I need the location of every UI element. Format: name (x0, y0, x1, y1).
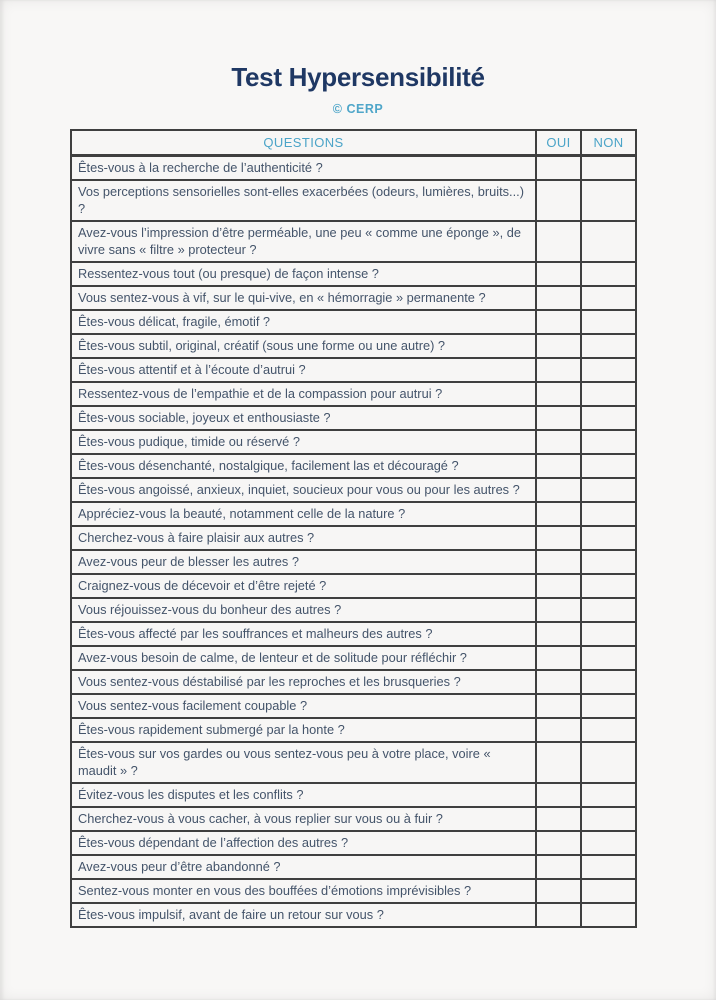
oui-answer-cell[interactable] (536, 742, 581, 783)
question-row (71, 286, 636, 310)
non-answer-cell[interactable] (581, 783, 636, 807)
oui-answer-cell[interactable] (536, 646, 581, 670)
non-answer-cell[interactable] (581, 180, 636, 221)
non-answer-cell[interactable] (581, 855, 636, 879)
question-row (71, 574, 636, 598)
oui-answer-cell[interactable] (536, 180, 581, 221)
question-row (71, 598, 636, 622)
question-row (71, 430, 636, 454)
non-answer-cell[interactable] (581, 807, 636, 831)
question-row (71, 526, 636, 550)
oui-answer-cell[interactable] (536, 694, 581, 718)
non-column-header: NON (581, 130, 636, 156)
question-row (71, 502, 636, 526)
question-row (71, 831, 636, 855)
question-cell: Vos perceptions sensorielles sont-elles exacerbées (odeurs, lumières, bruits...) ? (71, 180, 536, 221)
question-row (71, 718, 636, 742)
non-answer-cell[interactable] (581, 382, 636, 406)
oui-column-header: OUI (536, 130, 581, 156)
non-answer-cell[interactable] (581, 694, 636, 718)
question-cell: Avez-vous peur de blesser les autres ? (71, 550, 536, 574)
question-cell: Êtes-vous impulsif, avant de faire un retour sur vous ? (71, 903, 536, 927)
oui-answer-cell[interactable] (536, 807, 581, 831)
oui-answer-cell[interactable] (536, 903, 581, 927)
question-row (71, 879, 636, 903)
non-answer-cell[interactable] (581, 879, 636, 903)
oui-answer-cell[interactable] (536, 310, 581, 334)
non-answer-cell[interactable] (581, 478, 636, 502)
oui-answer-cell[interactable] (536, 382, 581, 406)
oui-answer-cell[interactable] (536, 574, 581, 598)
non-answer-cell[interactable] (581, 526, 636, 550)
question-cell: Êtes-vous sociable, joyeux et enthousiaste ? (71, 406, 536, 430)
non-answer-cell[interactable] (581, 156, 636, 181)
oui-answer-cell[interactable] (536, 526, 581, 550)
non-answer-cell[interactable] (581, 406, 636, 430)
questions-table (70, 129, 637, 928)
oui-answer-cell[interactable] (536, 831, 581, 855)
question-row (71, 334, 636, 358)
question-row (71, 550, 636, 574)
non-answer-cell[interactable] (581, 221, 636, 262)
question-cell: Êtes-vous affecté par les souffrances et malheurs des autres ? (71, 622, 536, 646)
question-cell: Évitez-vous les disputes et les conflits ? (71, 783, 536, 807)
question-row (71, 742, 636, 783)
oui-answer-cell[interactable] (536, 502, 581, 526)
question-cell: Appréciez-vous la beauté, notamment celle de la nature ? (71, 502, 536, 526)
oui-answer-cell[interactable] (536, 286, 581, 310)
question-row (71, 262, 636, 286)
non-answer-cell[interactable] (581, 310, 636, 334)
non-answer-cell[interactable] (581, 430, 636, 454)
question-cell: Vous réjouissez-vous du bonheur des autres ? (71, 598, 536, 622)
oui-answer-cell[interactable] (536, 855, 581, 879)
question-cell: Êtes-vous rapidement submergé par la honte ? (71, 718, 536, 742)
question-row (71, 622, 636, 646)
question-row (71, 358, 636, 382)
oui-answer-cell[interactable] (536, 221, 581, 262)
oui-answer-cell[interactable] (536, 430, 581, 454)
non-answer-cell[interactable] (581, 454, 636, 478)
question-row (71, 478, 636, 502)
question-row (71, 156, 636, 181)
non-answer-cell[interactable] (581, 742, 636, 783)
question-row (71, 310, 636, 334)
question-cell: Ressentez-vous de l’empathie et de la compassion pour autrui ? (71, 382, 536, 406)
non-answer-cell[interactable] (581, 334, 636, 358)
document-title: Test Hypersensibilité (231, 62, 485, 92)
oui-answer-cell[interactable] (536, 358, 581, 382)
question-row (71, 807, 636, 831)
non-answer-cell[interactable] (581, 831, 636, 855)
question-cell: Avez-vous besoin de calme, de lenteur et de solitude pour réfléchir ? (71, 646, 536, 670)
question-cell: Vous sentez-vous à vif, sur le qui-vive, en « hémorragie » permanente ? (71, 286, 536, 310)
question-row (71, 646, 636, 670)
oui-answer-cell[interactable] (536, 622, 581, 646)
non-answer-cell[interactable] (581, 670, 636, 694)
question-row (71, 382, 636, 406)
question-cell: Êtes-vous désenchanté, nostalgique, facilement las et découragé ? (71, 454, 536, 478)
question-cell: Êtes-vous délicat, fragile, émotif ? (71, 310, 536, 334)
copyright-line: © CERP (332, 102, 384, 116)
questions-column-header: QUESTIONS (71, 130, 536, 156)
question-cell: Êtes-vous subtil, original, créatif (sous une forme ou une autre) ? (71, 334, 536, 358)
oui-answer-cell[interactable] (536, 454, 581, 478)
question-cell: Avez-vous l’impression d’être perméable, une peu « comme une éponge », de vivre sans « filtre » protecteur ? (71, 221, 536, 262)
non-answer-cell[interactable] (581, 903, 636, 927)
question-cell: Cherchez-vous à faire plaisir aux autres ? (71, 526, 536, 550)
non-answer-cell[interactable] (581, 598, 636, 622)
question-cell: Êtes-vous pudique, timide ou réservé ? (71, 430, 536, 454)
non-answer-cell[interactable] (581, 358, 636, 382)
non-answer-cell[interactable] (581, 646, 636, 670)
oui-answer-cell[interactable] (536, 550, 581, 574)
oui-answer-cell[interactable] (536, 262, 581, 286)
oui-answer-cell[interactable] (536, 879, 581, 903)
question-row (71, 694, 636, 718)
oui-answer-cell[interactable] (536, 406, 581, 430)
question-row (71, 903, 636, 927)
question-cell: Craignez-vous de décevoir et d’être rejeté ? (71, 574, 536, 598)
non-answer-cell[interactable] (581, 622, 636, 646)
question-cell: Avez-vous peur d’être abandonné ? (71, 855, 536, 879)
oui-answer-cell[interactable] (536, 156, 581, 181)
question-row (71, 406, 636, 430)
table-body (71, 156, 636, 928)
oui-answer-cell[interactable] (536, 783, 581, 807)
oui-answer-cell[interactable] (536, 670, 581, 694)
question-cell: Cherchez-vous à vous cacher, à vous replier sur vous ou à fuir ? (71, 807, 536, 831)
question-row (71, 783, 636, 807)
question-cell: Êtes-vous sur vos gardes ou vous sentez-vous peu à votre place, voire « maudit » ? (71, 742, 536, 783)
question-cell: Êtes-vous dépendant de l’affection des autres ? (71, 831, 536, 855)
question-cell: Êtes-vous attentif et à l’écoute d’autrui ? (71, 358, 536, 382)
question-row (71, 454, 636, 478)
oui-answer-cell[interactable] (536, 598, 581, 622)
oui-answer-cell[interactable] (536, 718, 581, 742)
question-cell: Vous sentez-vous facilement coupable ? (71, 694, 536, 718)
non-answer-cell[interactable] (581, 574, 636, 598)
non-answer-cell[interactable] (581, 286, 636, 310)
question-row (71, 180, 636, 221)
non-answer-cell[interactable] (581, 550, 636, 574)
header-row (71, 130, 636, 156)
oui-answer-cell[interactable] (536, 334, 581, 358)
question-row (71, 221, 636, 262)
non-answer-cell[interactable] (581, 502, 636, 526)
non-answer-cell[interactable] (581, 262, 636, 286)
question-row (71, 855, 636, 879)
question-row (71, 670, 636, 694)
question-cell: Êtes-vous à la recherche de l’authenticité ? (71, 156, 536, 181)
question-cell: Sentez-vous monter en vous des bouffées d’émotions imprévisibles ? (71, 879, 536, 903)
question-cell: Ressentez-vous tout (ou presque) de façon intense ? (71, 262, 536, 286)
non-answer-cell[interactable] (581, 718, 636, 742)
question-cell: Vous sentez-vous déstabilisé par les reproches et les brusqueries ? (71, 670, 536, 694)
oui-answer-cell[interactable] (536, 478, 581, 502)
question-cell: Êtes-vous angoissé, anxieux, inquiet, soucieux pour vous ou pour les autres ? (71, 478, 536, 502)
